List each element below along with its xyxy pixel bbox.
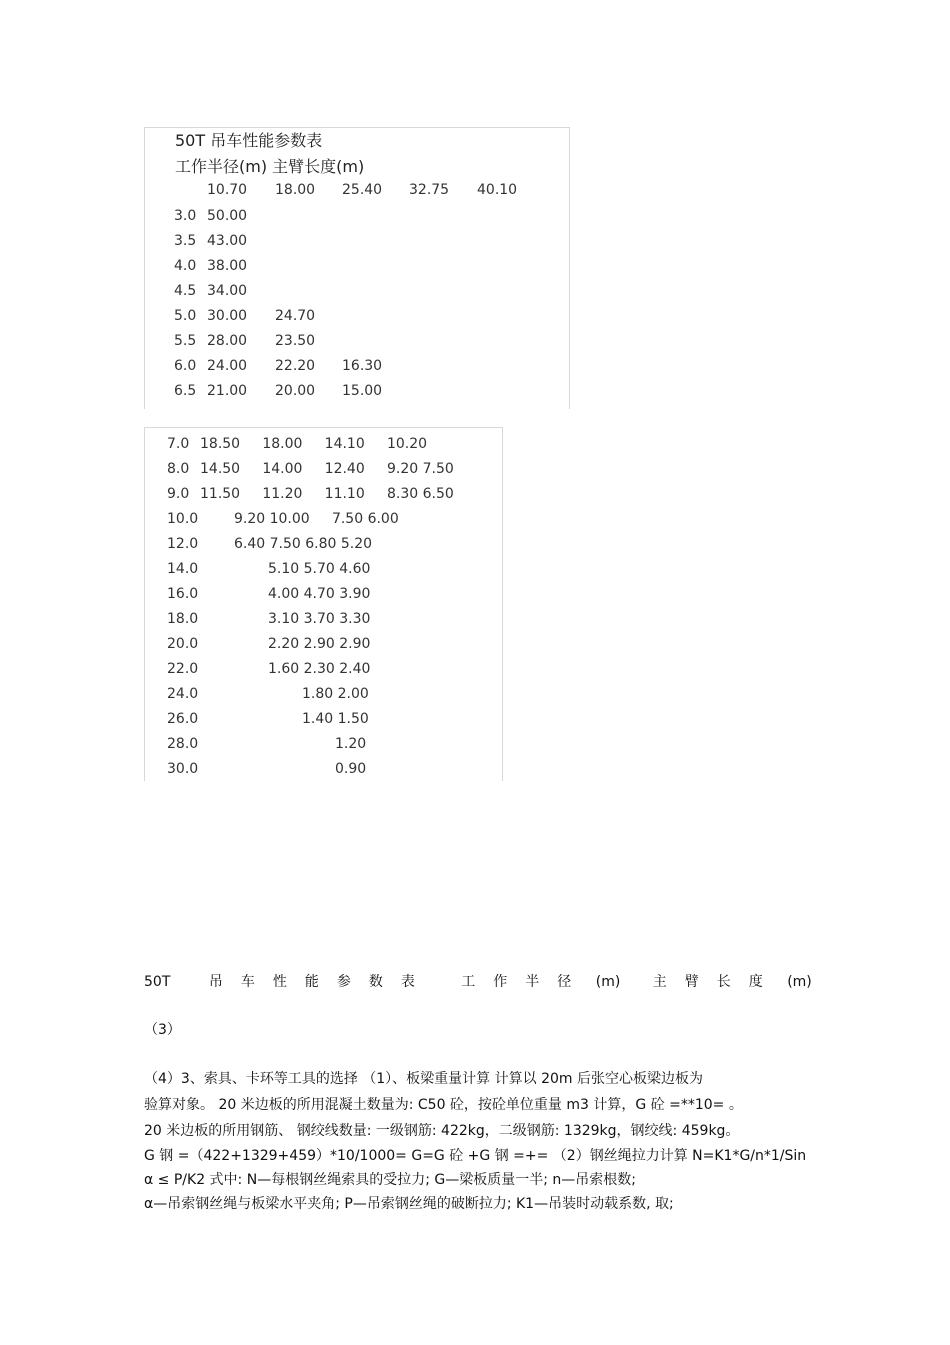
radius-cell: 4.0 [174, 258, 197, 274]
boom-length-header: 10.70 [207, 182, 248, 198]
boom-length-header: 40.10 [477, 182, 518, 198]
radius-cell: 28.0 [167, 736, 199, 752]
capacity-cell: 16.30 [342, 358, 383, 374]
radius-cell: 22.0 [167, 661, 199, 677]
summary-title: 吊车性能参数表 [208, 974, 433, 990]
capacity-row-values: 2.20 2.90 2.90 [268, 636, 371, 652]
summary-boom-unit: (m) [787, 974, 812, 990]
radius-cell: 3.0 [174, 208, 197, 224]
radius-cell: 4.5 [174, 283, 197, 299]
capacity-row-values: 4.00 4.70 3.90 [268, 586, 371, 602]
radius-cell: 8.0 [167, 461, 190, 477]
capacity-cell: 20.00 [275, 383, 316, 399]
radius-cell: 7.0 [167, 436, 190, 452]
capacity-row-values: 6.40 7.50 6.80 5.20 [234, 536, 373, 552]
radius-cell: 20.0 [167, 636, 199, 652]
radius-cell: 16.0 [167, 586, 199, 602]
capacity-row-values: 3.10 3.70 3.30 [268, 611, 371, 627]
radius-cell: 9.0 [167, 486, 190, 502]
capacity-row-values: 1.60 2.30 2.40 [268, 661, 371, 677]
radius-cell: 14.0 [167, 561, 199, 577]
summary-radius-unit: (m) [595, 974, 621, 990]
boom-length-header: 18.00 [275, 182, 316, 198]
radius-cell: 10.0 [167, 511, 199, 527]
capacity-row-values: 9.20 10.00 7.50 6.00 [234, 511, 399, 527]
radius-cell: 5.5 [174, 333, 197, 349]
capacity-cell: 38.00 [207, 258, 248, 274]
radius-cell: 3.5 [174, 233, 197, 249]
paragraph-line-2: 验算对象。 20 米边板的所用混凝土数量为: C50 砼，按砼单位重量 m3 计算，G 砼 =**10= 。 [144, 1097, 743, 1113]
capacity-cell: 21.00 [207, 383, 248, 399]
radius-cell: 26.0 [167, 711, 199, 727]
capacity-row-values: 0.90 [335, 761, 367, 777]
capacity-cell: 22.20 [275, 358, 316, 374]
paragraph-3: （3） [144, 1022, 181, 1038]
capacity-cell: 28.00 [207, 333, 248, 349]
paragraph-line-1: （4）3、索具、卡环等工具的选择 （1）、板梁重量计算 计算以 20m 后张空心板梁边板为 [144, 1071, 703, 1087]
capacity-row-values: 1.40 1.50 [302, 711, 369, 727]
crane-table-image-part1 [144, 127, 570, 409]
capacity-row-values: 14.50 14.00 12.40 9.20 7.50 [200, 461, 454, 477]
capacity-cell: 34.00 [207, 283, 248, 299]
capacity-cell: 24.00 [207, 358, 248, 374]
radius-cell: 6.0 [174, 358, 197, 374]
capacity-cell: 50.00 [207, 208, 248, 224]
summary-line [144, 971, 812, 991]
paragraph-line-4: G 钢 =（422+1329+459）*10/1000= G=G 砼 +G 钢 =+= （2）钢丝绳拉力计算 N=K1*G/n*1/Sin [144, 1148, 807, 1164]
capacity-cell: 24.70 [275, 308, 316, 324]
radius-cell: 24.0 [167, 686, 199, 702]
capacity-row-values: 18.50 18.00 14.10 10.20 [200, 436, 428, 452]
table-header: 工作半径(m) 主臂长度(m) [175, 157, 365, 176]
radius-cell: 18.0 [167, 611, 199, 627]
summary-radius: 工作半径 [461, 974, 590, 990]
radius-cell: 12.0 [167, 536, 199, 552]
capacity-row-values: 5.10 5.70 4.60 [268, 561, 371, 577]
capacity-row-values: 1.20 [335, 736, 367, 752]
table-title: 50T 吊车性能参数表 [175, 131, 323, 150]
summary-boom: 主臂长度 [652, 974, 781, 990]
radius-cell: 30.0 [167, 761, 199, 777]
radius-cell: 6.5 [174, 383, 197, 399]
capacity-cell: 23.50 [275, 333, 316, 349]
capacity-cell: 15.00 [342, 383, 383, 399]
boom-length-header: 32.75 [409, 182, 450, 198]
summary-50t: 50T [144, 974, 171, 990]
paragraph-line-5: α ≤ P/K2 式中: N—每根钢丝绳索具的受拉力; G—梁板质量一半; n—吊索根数; [144, 1172, 636, 1188]
capacity-cell: 43.00 [207, 233, 248, 249]
paragraph-line-3: 20 米边板的所用钢筋、 钢绞线数量: 一级钢筋: 422kg，二级钢筋: 1329kg，钢绞线: 459kg。 [144, 1123, 740, 1139]
radius-cell: 5.0 [174, 308, 197, 324]
capacity-row-values: 1.80 2.00 [302, 686, 369, 702]
paragraph-line-6: α—吊索钢丝绳与板梁水平夹角; P—吊索钢丝绳的破断拉力; K1—吊装时动载系数, 取; [144, 1196, 674, 1212]
boom-length-header: 25.40 [342, 182, 383, 198]
capacity-row-values: 11.50 11.20 11.10 8.30 6.50 [200, 486, 454, 502]
crane-table-image-part2 [144, 427, 503, 781]
capacity-cell: 30.00 [207, 308, 248, 324]
